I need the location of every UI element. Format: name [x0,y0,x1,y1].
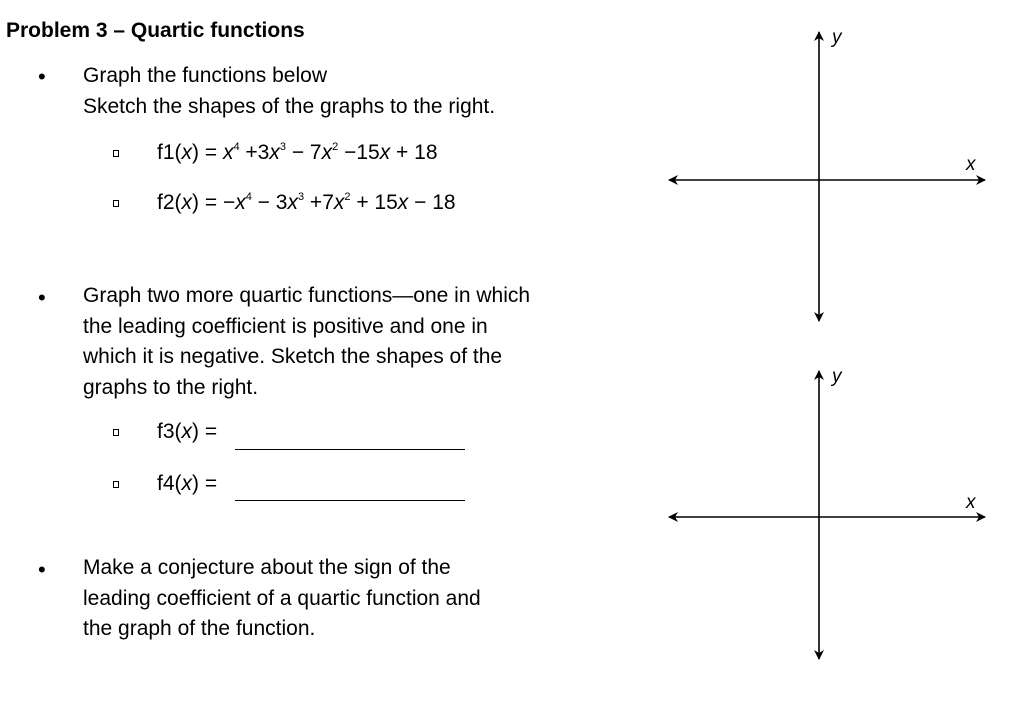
function-name: f3 [157,420,175,443]
function-name: f2 [157,191,175,214]
bullet-marker: • [38,285,46,310]
formula-f4: f4(x) = [157,472,218,495]
bullet-1-line: Sketch the shapes of the graphs to the right. [83,94,496,118]
x-axis-label: x [966,492,976,513]
bullet-1-line: Graph the functions below [83,64,327,87]
problem-title: Problem 3 – Quartic functions [6,19,305,42]
formula-f2: $f2(x) = -x^4 - 3x^3 +7x^2 + 15x - 18$ [157,191,456,214]
bullet-2-line: graphs to the right. [83,375,259,399]
bullet-marker: • [38,557,46,582]
function-name: f4 [157,472,175,495]
formula-f1: $f1(x) = x^4 +3x^3 - 7x^2 -15x + 18$ [157,141,438,164]
function-name: f1 [157,141,175,164]
bullet-2-line: which it is negative. Sketch the shapes of the [83,345,503,368]
coordinate-axes-2[interactable] [669,366,985,659]
y-axis-label: y [832,27,842,48]
coordinate-axes-1[interactable] [669,27,985,321]
bullet-2-line: the leading coefficient is positive and one in [83,314,488,338]
bullet-2-line: Graph two more quartic functions—one in which [83,284,531,307]
bullet-marker: • [38,64,46,89]
bullet-3-line: Make a conjecture about the sign of the [83,556,451,579]
bullet-3-line: leading coefficient of a quartic function and [83,586,481,610]
x-axis-label: x [966,154,976,175]
y-axis-label: y [832,366,842,387]
bullet-3-line: the graph of the function. [83,617,316,640]
formula-f3: f3(x) = [157,420,218,443]
